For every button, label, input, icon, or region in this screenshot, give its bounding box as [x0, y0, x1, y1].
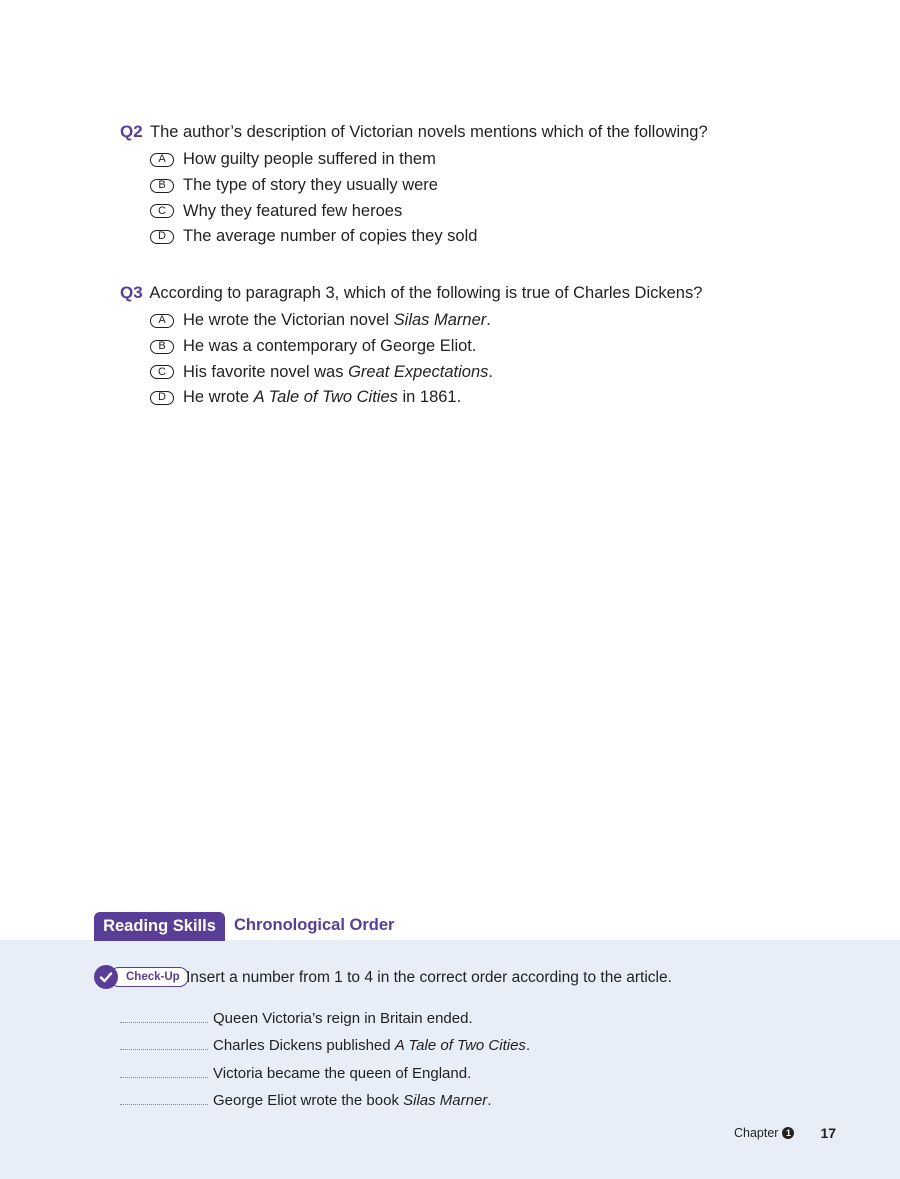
option-text: He wrote A Tale of Two Cities in 1861. [183, 388, 462, 407]
check-up-label: Check-Up [109, 967, 189, 987]
answer-option-d[interactable] [150, 385, 840, 411]
option-letter-b-icon: B [150, 340, 174, 354]
option-text: The type of story they usually were [183, 176, 438, 195]
order-item-text: Charles Dickens published A Tale of Two Cities. [213, 1037, 531, 1054]
answer-options [150, 308, 840, 411]
checkmark-icon [94, 965, 118, 989]
option-text: The average number of copies they sold [183, 227, 478, 246]
order-item [120, 1029, 530, 1057]
option-text: He was a contemporary of George Eliot. [183, 337, 477, 356]
option-letter-d-icon: D [150, 230, 174, 244]
question-2 [120, 122, 840, 250]
order-item-text: Victoria became the queen of England. [213, 1064, 472, 1082]
answer-option-b[interactable] [150, 173, 840, 199]
option-letter-b-icon: B [150, 179, 174, 193]
option-text: His favorite novel was Great Expectations. [183, 362, 493, 381]
option-letter-c-icon: C [150, 365, 174, 379]
option-letter-d-icon: D [150, 391, 174, 405]
order-item-text: Queen Victoria’s reign in Britain ended. [213, 1009, 473, 1027]
order-list [120, 1001, 530, 1111]
answer-option-a[interactable] [150, 147, 840, 173]
question-stem [120, 283, 840, 303]
answer-blank[interactable] [120, 1020, 208, 1023]
option-letter-a-icon: A [150, 314, 174, 328]
option-letter-a-icon: A [150, 153, 174, 167]
option-text: How guilty people suffered in them [183, 150, 436, 169]
answer-option-d[interactable] [150, 224, 840, 250]
page-number: 17 [820, 1125, 837, 1141]
reading-skills-tab: Reading Skills [94, 912, 225, 941]
chapter-label: Chapter [734, 1126, 779, 1140]
question-text: According to paragraph 3, which of the following is true of Charles Dickens? [149, 284, 703, 302]
answer-option-b[interactable] [150, 334, 840, 360]
answer-option-c[interactable] [150, 198, 840, 224]
question-number: Q2 [120, 122, 143, 141]
reading-skills-title: Chronological Order [234, 916, 395, 934]
option-letter-c-icon: C [150, 204, 174, 218]
answer-options [150, 147, 840, 250]
answer-blank[interactable] [120, 1047, 208, 1050]
chapter-number-icon: 1 [782, 1127, 794, 1139]
question-text: The author’s description of Victorian novels mentions which of the following? [149, 123, 708, 141]
answer-blank[interactable] [120, 1102, 208, 1105]
order-item [120, 1056, 530, 1084]
check-up-instruction: Insert a number from 1 to 4 in the correct order according to the article. [186, 969, 672, 986]
option-text: Why they featured few heroes [183, 201, 403, 220]
question-number: Q3 [120, 283, 143, 302]
order-item [120, 1001, 530, 1029]
option-text: He wrote the Victorian novel Silas Marner. [183, 311, 491, 330]
question-stem [120, 122, 840, 142]
question-3 [120, 283, 840, 411]
order-item [120, 1084, 530, 1112]
check-up-badge [94, 964, 189, 990]
answer-blank[interactable] [120, 1075, 208, 1078]
answer-option-c[interactable] [150, 359, 840, 385]
order-item-text: George Eliot wrote the book Silas Marner. [213, 1092, 492, 1109]
page-footer [734, 1125, 836, 1141]
answer-option-a[interactable] [150, 308, 840, 334]
